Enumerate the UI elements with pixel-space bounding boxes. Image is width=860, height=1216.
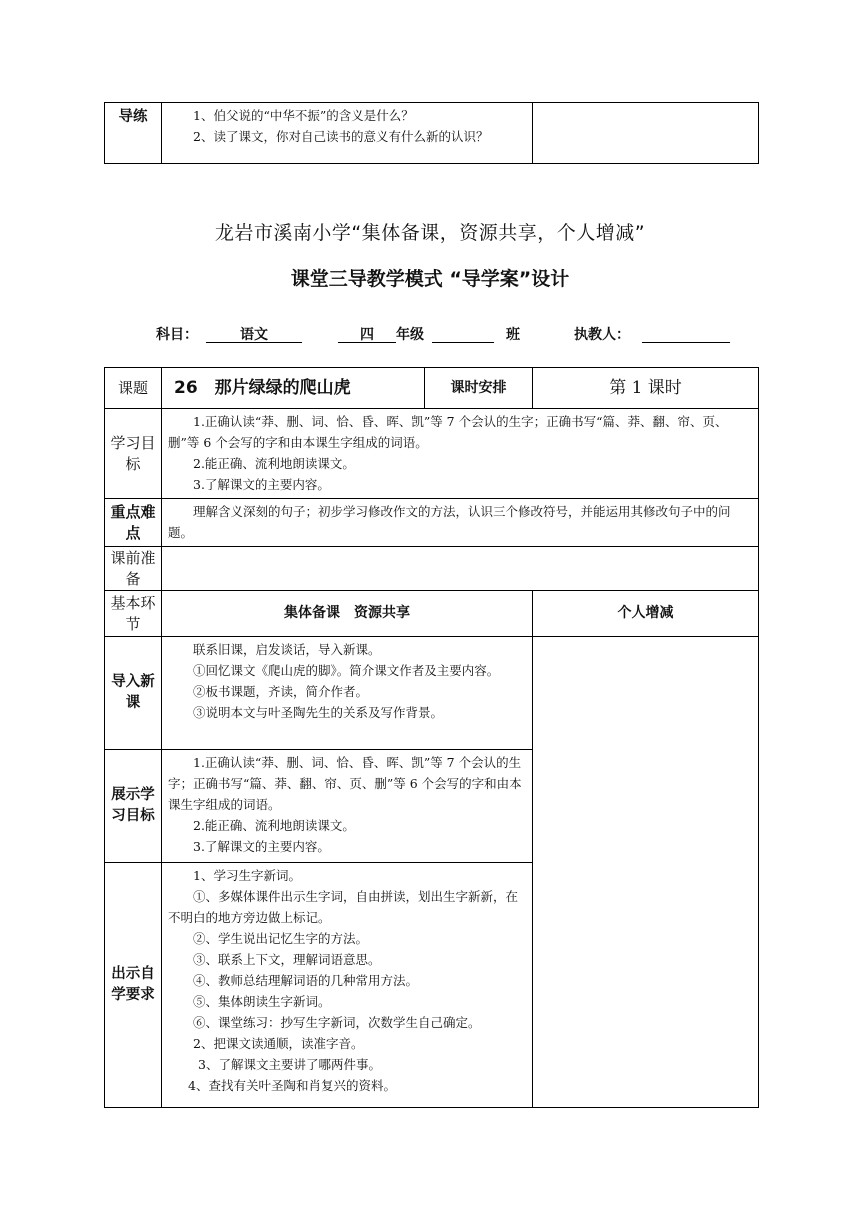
keypoints-content: [162, 499, 759, 547]
intro-line-2: ①回忆课文《爬山虎的脚》。简介课文作者及主要内容。: [193, 663, 500, 678]
show-line-2: 2.能正确、流利地朗读课文。: [193, 818, 355, 833]
self-line-8: 2、把课文读通顺，读准字音。: [193, 1036, 364, 1051]
schedule-value: 第 1 课时: [533, 368, 759, 409]
teacher-label: 执教人：: [574, 327, 630, 343]
guided-practice-content: [162, 103, 533, 164]
guided-practice-table: [104, 102, 759, 164]
intro-line-1: 联系旧课，启发谈话，导入新课。: [193, 642, 381, 657]
self-line-7: ⑥、课堂练习：抄写生字新词，次数学生自己确定。: [193, 1015, 481, 1030]
basic-label: 基本环节: [105, 591, 162, 637]
page-title: 龙岩市溪南小学“集体备课，资源共享，个人增减”: [214, 222, 646, 244]
table-row: [105, 637, 759, 750]
objective-3: 3.了解课文的主要内容。: [193, 477, 330, 492]
self-line-5: ④、教师总结理解词语的几种常用方法。: [193, 973, 419, 988]
guided-practice-personal-cell: [533, 103, 759, 164]
personal-adjust-cell: [533, 637, 759, 1108]
intro-content: [162, 637, 533, 750]
collective-header: 集体备课 资源共享: [162, 591, 533, 637]
prep-label: 课前准备: [105, 547, 162, 591]
objective-2: 2.能正确、流利地朗读课文。: [193, 456, 355, 471]
class-blank: [432, 324, 494, 343]
table-row: [105, 547, 759, 591]
self-line-9: 3、了解课文主要讲了哪两件事。: [198, 1057, 381, 1072]
self-line-10: 4、查找有关叶圣陶和肖复兴的资料。: [188, 1078, 396, 1093]
objective-1: 1.正确认读“莽、删、词、恰、昏、晖、凯”等 7 个会认的生字；正确书写“篇、莽、翻、帘、页、删”等 6 个会写的字和由本课生字组成的词语。: [168, 414, 728, 450]
keypoints-label: 重点难点: [105, 499, 162, 547]
show-line-1: 1.正确认读“莽、删、词、恰、昏、晖、凯”等 7 个会认的生字；正确书写“篇、莽、翻、帘、页、删”等 6 个会写的字和由本课生字组成的词语。: [168, 755, 522, 812]
topic-value: 26 那片绿绿的爬山虎: [162, 368, 425, 409]
subject-label: 科目：: [156, 327, 198, 343]
self-line-3: ②、学生说出记忆生字的方法。: [193, 931, 369, 946]
show-label: 展示学习目标: [105, 750, 162, 863]
keypoints-text: 理解含义深刻的句子；初步学习修改作文的方法，认识三个修改符号，并能运用其修改句子中的问题。: [168, 504, 731, 540]
schedule-label: 课时安排: [425, 368, 533, 409]
personal-header: 个人增减: [533, 591, 759, 637]
table-row: [105, 368, 759, 409]
show-content: [162, 750, 533, 863]
teacher-blank: [642, 324, 730, 343]
grade-value: 四: [338, 324, 396, 343]
show-line-3: 3.了解课文的主要内容。: [193, 839, 330, 854]
intro-line-3: ②板书课题，齐读，简介作者。: [193, 684, 369, 699]
table-row: [105, 591, 759, 637]
self-line-1: 1、学习生字新词。: [193, 868, 301, 883]
guided-practice-q2: 2、读了课文，你对自己读书的意义有什么新的认识？: [193, 129, 489, 144]
objectives-label: 学习目标: [105, 409, 162, 499]
objectives-content: [162, 409, 759, 499]
self-line-4: ③、联系上下文，理解词语意思。: [193, 952, 381, 967]
self-study-content: [162, 863, 533, 1108]
prep-content: [162, 547, 759, 591]
grade-label: 年级: [396, 327, 424, 343]
self-study-label: 出示自学要求: [105, 863, 162, 1108]
page-subtitle: 课堂三导教学模式 “导学案”设计: [290, 268, 570, 290]
intro-line-4: ③说明本文与叶圣陶先生的关系及写作背景。: [193, 705, 444, 720]
guided-practice-q1: 1、伯父说的“中华不振”的含义是什么？: [193, 108, 414, 123]
self-line-6: ⑤、集体朗读生字新词。: [193, 994, 331, 1009]
class-label: 班: [506, 327, 520, 343]
subject-value: 语文: [206, 324, 302, 343]
topic-label: 课题: [105, 368, 162, 409]
table-row: [105, 409, 759, 499]
table-row: [105, 499, 759, 547]
guided-practice-label: 导练: [105, 103, 162, 164]
lesson-plan-table: [104, 367, 759, 1108]
intro-label: 导入新课: [105, 637, 162, 750]
self-line-2: ①、多媒体课件出示生字词，自由拼读，划出生字新新，在不明白的地方旁边做上标记。: [168, 889, 519, 925]
info-line: [156, 324, 756, 346]
